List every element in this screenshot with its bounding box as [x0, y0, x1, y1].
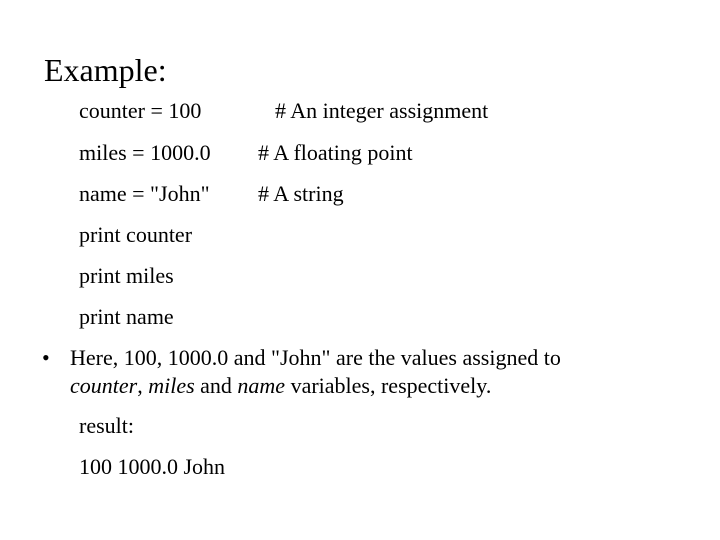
bullet-tail: variables, respectively.	[285, 373, 492, 398]
code-line-miles: miles = 1000.0	[79, 140, 211, 165]
result-value: 100 1000.0 John	[79, 454, 226, 479]
comment-name: # A string	[258, 181, 344, 206]
print-counter-line: print counter	[79, 222, 193, 247]
slide-heading: Example:	[44, 52, 167, 88]
print-name-line: print name	[79, 304, 174, 329]
print-miles-line: print miles	[79, 263, 174, 288]
bullet-line-1: Here, 100, 1000.0 and "John" are the values assigned to	[70, 345, 561, 370]
code-line-name: name = "John"	[79, 181, 210, 206]
var-name: name	[237, 373, 286, 398]
bullet-sep-2: and	[194, 373, 238, 398]
bullet-sep-1: ,	[137, 373, 149, 398]
var-counter: counter	[70, 373, 138, 398]
var-miles: miles	[148, 373, 195, 398]
code-line-counter: counter = 100	[79, 98, 202, 123]
bullet-dot: •	[42, 345, 50, 370]
comment-miles: # A floating point	[258, 140, 413, 165]
bullet-line-2	[70, 375, 491, 397]
result-label: result:	[79, 413, 134, 438]
comment-counter: # An integer assignment	[275, 98, 489, 123]
